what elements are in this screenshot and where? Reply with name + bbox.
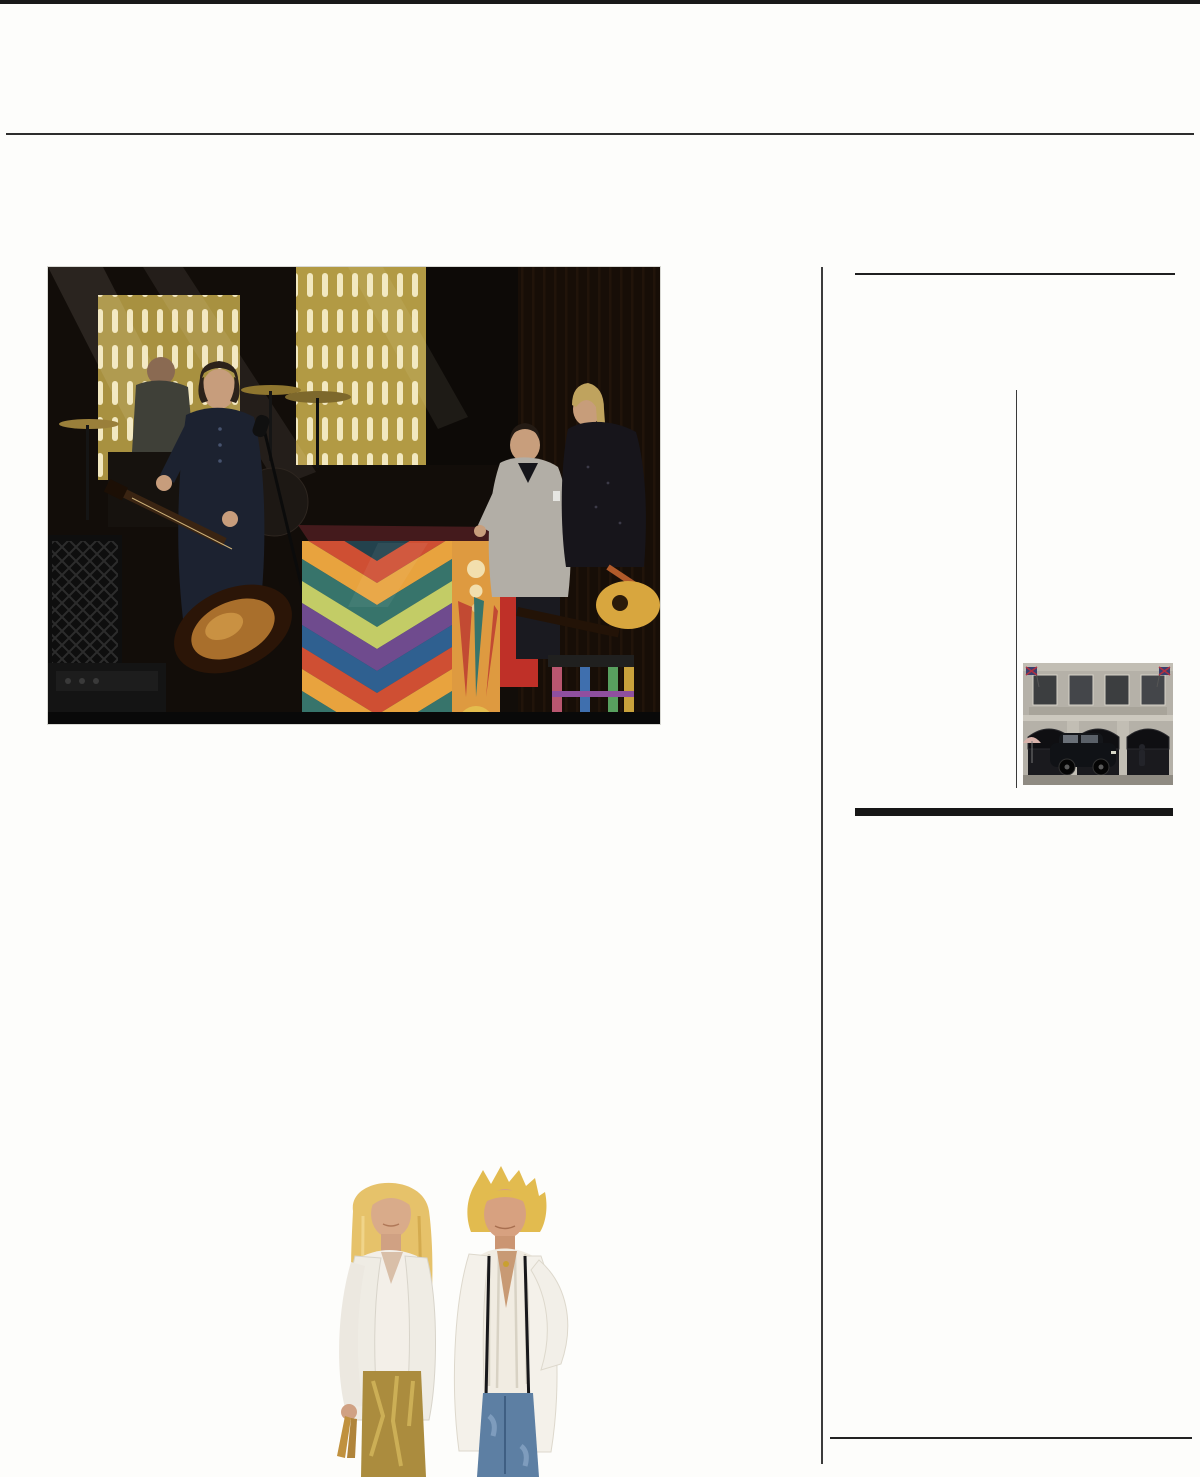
column-divider	[821, 267, 823, 1464]
photo-wrap-spacer	[437, 765, 501, 783]
article-column-1-top	[48, 753, 410, 1029]
article-column-3	[830, 846, 1174, 1426]
photo-wrap-spacer	[437, 940, 589, 975]
photo-wrap-spacer	[437, 853, 597, 888]
rod-figure	[454, 1166, 567, 1477]
photo-wrap-spacer	[437, 783, 523, 853]
photo-wrap-spacer	[437, 1062, 537, 1080]
ritz-photo-illustration	[1023, 663, 1173, 785]
food-bites-bottom-rule	[855, 808, 1173, 816]
rod-and-penny-photo	[293, 1156, 585, 1477]
photo-wrap-spacer	[437, 975, 577, 1010]
page-top-border	[0, 0, 1200, 4]
photo-wrap-spacer	[437, 1010, 564, 1062]
photo-caption	[668, 596, 818, 599]
concert-photo-illustration	[48, 267, 660, 724]
food-bites-left-column	[853, 386, 1015, 400]
food-bites-top-rule	[855, 273, 1175, 275]
header-rule	[6, 133, 1194, 135]
rod-penny-illustration	[293, 1156, 585, 1477]
credit-rule	[830, 1437, 1192, 1439]
penny-figure	[337, 1183, 436, 1477]
ritz-hotel-photo	[1023, 663, 1173, 785]
concert-photo	[48, 267, 660, 724]
photo-wrap-spacer	[437, 888, 605, 940]
pedestrian	[1139, 744, 1145, 766]
food-bites-column-divider	[1016, 390, 1017, 788]
food-bites-accent-bar	[938, 354, 1090, 363]
drop-cap-letter	[48, 1433, 98, 1477]
